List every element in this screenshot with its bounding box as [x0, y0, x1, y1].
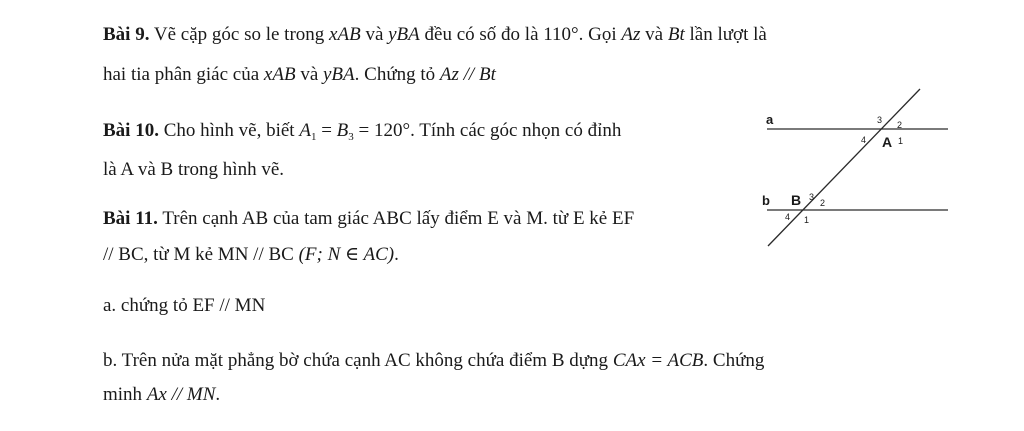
math-angle-equation: CAx = ACB [612, 350, 704, 371]
angle-A-2: 2 [897, 120, 903, 130]
math-angle: xAB [263, 64, 296, 85]
bai10-line-1 [103, 119, 621, 149]
math-value: = 120° [353, 120, 411, 141]
bai9-text: và [360, 24, 389, 45]
angle-A-4: 4 [861, 135, 867, 145]
bai11-text: . [394, 244, 399, 265]
math-angle: yBA [323, 64, 355, 85]
angle-B-3: 3 [809, 192, 815, 202]
bai11-text: a. chứng tỏ EF // MN [103, 295, 266, 316]
parallel-lines-figure [748, 85, 953, 255]
bai9-text: đều có số đo là [419, 24, 544, 45]
bai11-text: b. Trên nửa mặt phẳng bờ chứa cạnh AC không chứa điểm B dựng [103, 350, 613, 371]
math-angle: yBA [388, 24, 420, 45]
bai9-title: Bài 9. [103, 24, 150, 45]
bai10-text: là A và B trong hình vẽ. [103, 159, 285, 180]
bai9-text: và [295, 64, 323, 85]
math-angle: xAB [329, 24, 361, 45]
math-condition: (F; N ∈ AC) [298, 244, 395, 265]
angle-A-3: 3 [877, 115, 883, 125]
angle-B-1: 1 [804, 215, 810, 225]
bai11-text: . [215, 384, 221, 405]
math-angle-B: B [336, 120, 349, 141]
bai11-text: Trên cạnh AB của tam giác ABC lấy điểm E và M. từ E kẻ EF [157, 208, 635, 229]
bai9-line-2 [103, 63, 496, 87]
point-A-label: A [882, 134, 893, 150]
bai9-line-1 [103, 23, 767, 47]
bai11-part-b-line-2 [103, 383, 220, 407]
angle-A-1: 1 [898, 136, 904, 146]
bai9-text: Vẽ cặp góc so le trong [149, 24, 330, 45]
bai9-text: hai tia phân giác của [103, 64, 264, 85]
math-angle-A: A [299, 120, 311, 141]
angle-B-2: 2 [820, 198, 826, 208]
bai10-title: Bài 10. [103, 120, 159, 141]
bai11-text: minh [103, 384, 147, 405]
bai9-text: và [640, 24, 668, 45]
bai11-part-a [103, 294, 265, 318]
bai10-line-2 [103, 158, 284, 182]
bai11-text: // BC, từ M kẻ MN // BC [103, 244, 299, 265]
math-sub: 1 [310, 131, 317, 143]
transversal [768, 89, 920, 246]
bai10-text: Cho hình vẽ, biết [158, 120, 300, 141]
line-b-label: b [762, 193, 770, 208]
bai9-text: . Gọi [578, 24, 622, 45]
bai11-title: Bài 11. [103, 208, 158, 229]
angle-B-4: 4 [785, 212, 791, 222]
math-sub: 3 [348, 131, 354, 143]
bai11-part-b-line-1 [103, 349, 764, 373]
math-parallel: Ax // MN [146, 384, 216, 405]
point-B-label: B [791, 192, 802, 208]
bai11-text: . Chứng [703, 350, 765, 371]
bai9-text: lần lượt là [684, 24, 767, 45]
bai11-line-1 [103, 207, 634, 231]
math-parallel: Az // Bt [439, 64, 496, 85]
math-ray: Az [621, 24, 641, 45]
math-value: 110° [543, 24, 579, 45]
line-a-label: a [766, 112, 774, 127]
bai10-text: . Tính các góc nhọn có đỉnh [410, 120, 622, 141]
math-eq: = [316, 120, 337, 141]
bai9-text: . Chứng tỏ [354, 64, 440, 85]
bai11-line-2 [103, 243, 399, 267]
math-ray: Bt [667, 24, 685, 45]
